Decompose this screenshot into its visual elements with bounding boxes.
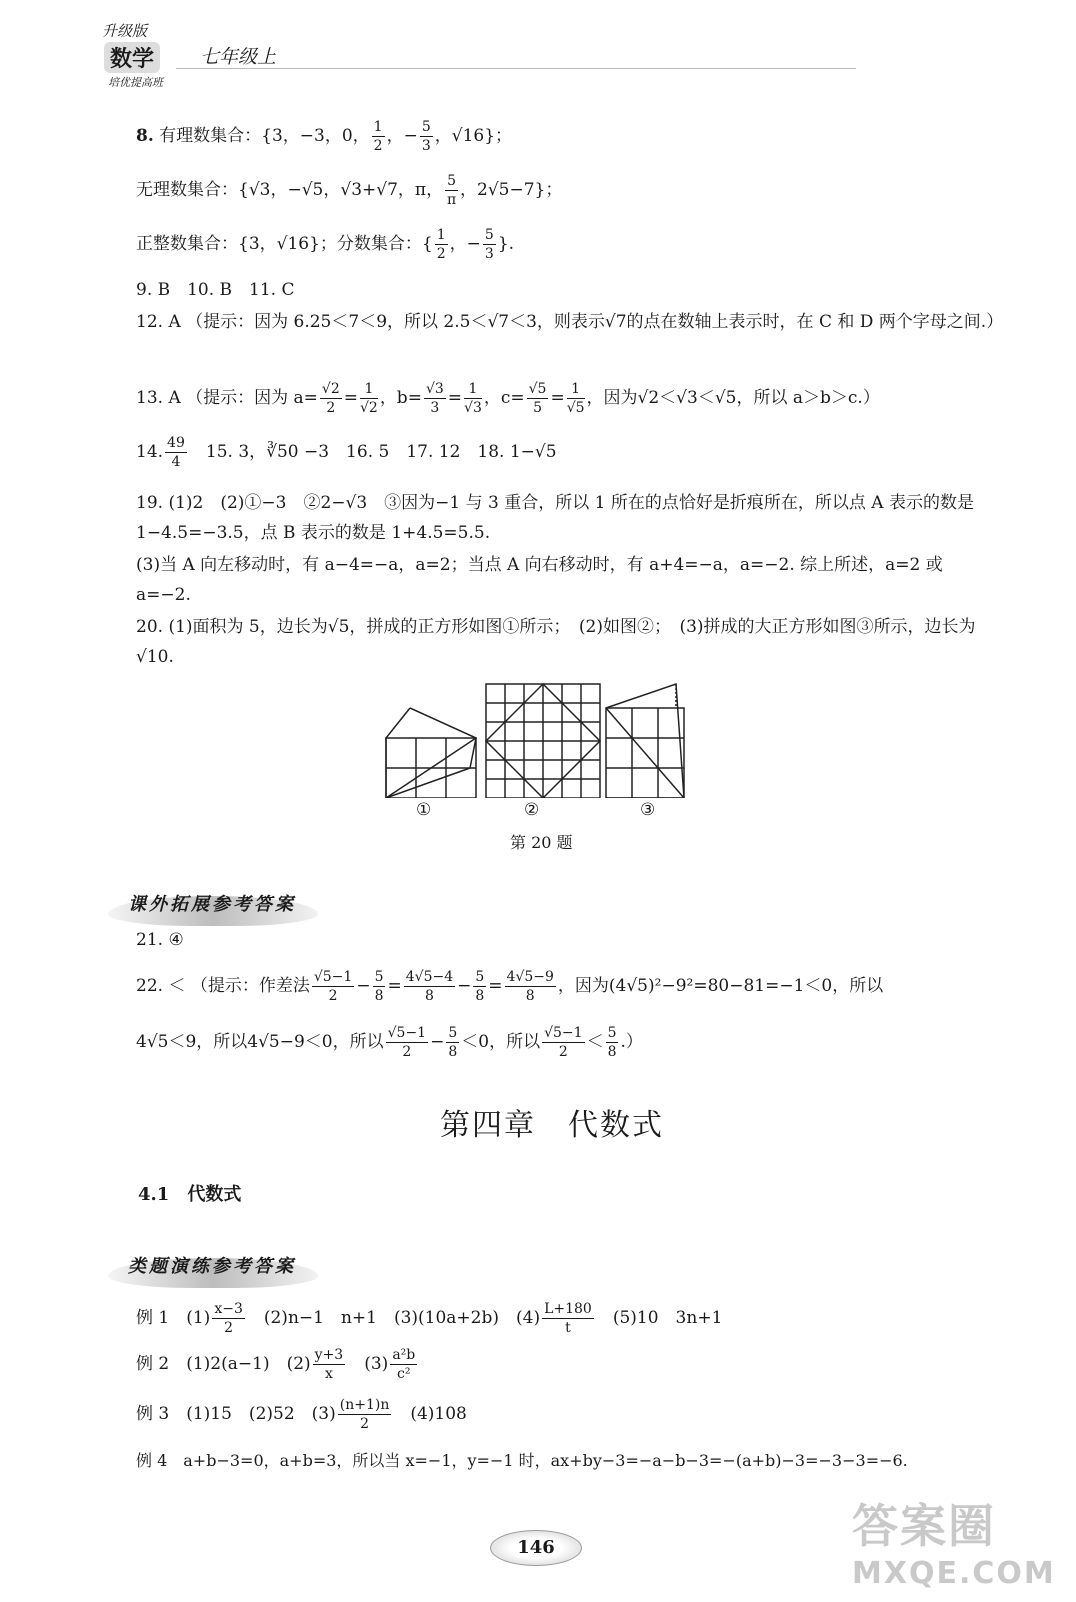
example-3: 例 3 (1)15 (2)52 (3) $\frac{(n+1)n}{2}$ (4)108 bbox=[136, 1397, 467, 1432]
q19-part1: 19. (1)2 (2)①−3 ②2−√3 ③因为−1 与 3 重合，所以 1 所在的点恰好是折痕所在，所以点 A 表示的数是 1−4.5=−3.5，点 B 表示的数是 1+4.5=5.5. bbox=[136, 493, 974, 543]
page-header bbox=[96, 18, 1076, 98]
example-1: 例 1 (1) $\frac{x-3}{2}$ (2)n−1 n+1 (3)(10a+2b) (4) $\frac{L+180}{t}$ (5)10 3n+1 bbox=[136, 1301, 723, 1336]
grade-label: 七年级上 bbox=[200, 46, 277, 68]
figure-caption: 第 20 题 bbox=[510, 833, 573, 852]
banner-extension bbox=[108, 890, 318, 926]
page-number: 146 bbox=[490, 1530, 582, 1566]
figure-2 bbox=[486, 684, 600, 798]
series-logo bbox=[96, 18, 184, 98]
banner-extension-text: 课外拓展参考答案 bbox=[128, 894, 296, 915]
figure-3 bbox=[606, 684, 684, 798]
example-2: 例 2 (1)2(a−1) (2) $\frac{y+3}{x}$ (3) $\frac{\text{a²b}}{\text{c²}}$ bbox=[136, 1347, 416, 1382]
banner-practice-text: 类题演练参考答案 bbox=[128, 1256, 296, 1277]
logo-line1: 升级版 bbox=[102, 22, 148, 40]
q13: 13. A （提示：因为 a= $\frac{√2}{2}$ = $\frac{1}{√2}$ ，b= $\frac{√3}{3}$ = $\frac{1}{√3}$ ，c= $\frac{√5}{5}$ = $\frac{1}{√5}$ ，因为√2＜√3＜√5，所以 a＞b＞c.） bbox=[136, 381, 880, 416]
q19-part3: (3)当 A 向左移动时，有 a−4=−a，a=2；当点 A 向右移动时，有 a+4=−a，a=−2. 综上所述，a=2 或 a=−2. bbox=[136, 555, 943, 605]
watermark-top: 答案圈 bbox=[852, 1499, 996, 1553]
q8-posint: 正整数集合：{3，√16}；分数集合：{ $\frac{1}{2}$ ，− $\frac{5}{3}$ }. bbox=[136, 227, 515, 262]
chapter-title: 第四章 代数式 bbox=[440, 1108, 664, 1143]
q21: 21. ④ bbox=[136, 930, 184, 950]
header-rule bbox=[176, 68, 856, 69]
figure-label-2: ② bbox=[524, 800, 540, 820]
figure-label-3: ③ bbox=[640, 800, 656, 820]
watermark-bottom: MXQE.COM bbox=[852, 1556, 1056, 1591]
logo-line2: 数学 bbox=[104, 42, 160, 73]
section-title: 4.1 代数式 bbox=[138, 1184, 242, 1205]
q8-irrational: 无理数集合：{√3，−√5，√3+√7，π， $\frac{5}{\pi}$ ，2√5−7}； bbox=[136, 173, 563, 208]
figure-label-1: ① bbox=[416, 800, 432, 820]
q22-line1: 22. ＜ （提示：作差法 $\frac{√5-1}{2}$ − $\frac{5}{8}$ = $\frac{4√5-4}{8}$ − $\frac{5}{8}$ = $\frac{4√5-9}{8}$ ，因为(4√5)²−9²=80−81=−1＜0，所以 bbox=[136, 969, 884, 1004]
q20: 20. (1)面积为 5，边长为√5，拼成的正方形如图①所示； (2)如图②； (3)拼成的大正方形如图③所示，边长为 √10. bbox=[136, 617, 976, 667]
watermark bbox=[852, 1490, 1062, 1590]
logo-line3: 培优提高班 bbox=[108, 76, 163, 89]
q14-18: 14. $\frac{49}{4}$ 15. 3，∛50 −3 16. 5 17. 12 18. 1−√5 bbox=[136, 435, 557, 470]
q12: 12. A （提示：因为 6.25＜7＜9，所以 2.5＜√7＜3，则表示√7的点在数轴上表示时，在 C 和 D 两个字母之间.） bbox=[136, 312, 1004, 332]
banner-practice bbox=[108, 1252, 318, 1288]
example-4: 例 4 a+b−3=0，a+b=3，所以当 x=−1，y=−1 时，ax+by−3=−a−b−3=−(a+b)−3=−3−3=−6. bbox=[136, 1451, 908, 1470]
q8-rational: 8. 有理数集合：{3，−3，0， $\frac{1}{2}$ ，− $\frac{5}{3}$ ，√16}； bbox=[136, 119, 513, 154]
q20-figure bbox=[380, 678, 690, 798]
figure-1 bbox=[386, 708, 476, 798]
q9-11: 9. B 10. B 11. C bbox=[136, 280, 295, 300]
q22-line2: 4√5＜9，所以4√5−9＜0，所以 $\frac{√5-1}{2}$ − $\frac{5}{8}$ ＜0，所以 $\frac{√5-1}{2}$ ＜ $\frac{5}{8}$ .） bbox=[136, 1025, 643, 1060]
